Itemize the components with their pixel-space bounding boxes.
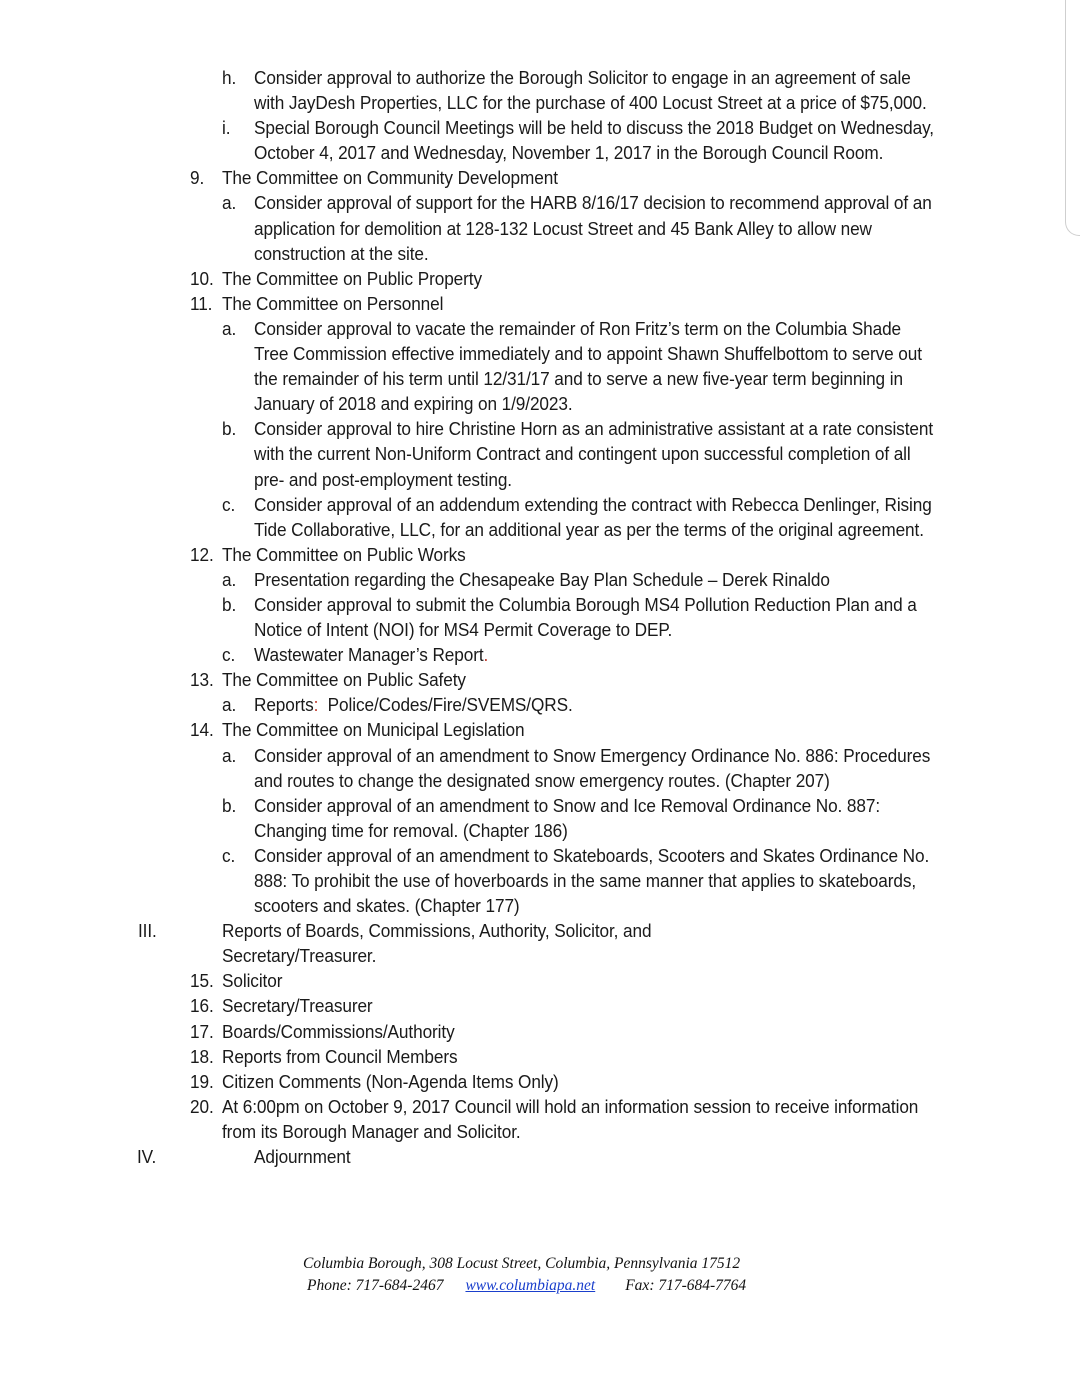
agenda-item bbox=[0, 1019, 1004, 1044]
red-punctuation: . bbox=[483, 644, 489, 666]
item-text: with the current Non-Uniform Contract and contingent upon successful completion of all bbox=[253, 443, 911, 465]
agenda-item-continuation bbox=[0, 441, 1004, 466]
item-text: January of 2018 and expiring on 1/9/2023. bbox=[253, 393, 573, 415]
agenda-item bbox=[0, 692, 1004, 717]
item-text-line bbox=[222, 943, 376, 968]
item-text-tail: Police/Codes/Fire/SVEMS/QRS. bbox=[318, 694, 573, 716]
item-text: Consider approval to vacate the remainder of Ron Fritz’s term on the Columbia Shade bbox=[253, 317, 902, 339]
item-marker: a. bbox=[221, 744, 237, 766]
agenda-item bbox=[0, 266, 1004, 291]
item-text-line bbox=[254, 692, 573, 717]
item-text: Consider approval to submit the Columbia Borough MS4 Pollution Reduction Plan and a bbox=[253, 593, 917, 615]
item-marker: a. bbox=[221, 694, 237, 716]
item-text: Consider approval of support for the HARB 8/16/17 decision to recommend approval of an bbox=[253, 192, 932, 214]
item-text: The Committee on Public Safety bbox=[221, 669, 466, 691]
item-marker: 19. bbox=[189, 1070, 214, 1092]
item-text-line bbox=[222, 1019, 455, 1044]
agenda-item bbox=[0, 291, 1004, 316]
item-marker: h. bbox=[221, 67, 237, 88]
agenda-item bbox=[0, 567, 1004, 592]
agenda-item bbox=[0, 1044, 1004, 1069]
item-text: Special Borough Council Meetings will be held to discuss the 2018 Budget on Wednesday, bbox=[253, 117, 934, 139]
item-text: Secretary/Treasurer. bbox=[221, 945, 377, 967]
item-text: At 6:00pm on October 9, 2017 Council will hold an information session to receive information bbox=[221, 1095, 919, 1117]
item-text-line bbox=[254, 567, 830, 592]
agenda-item bbox=[0, 968, 1004, 993]
item-text-line bbox=[222, 266, 482, 291]
item-marker: a. bbox=[221, 317, 237, 339]
item-text-line bbox=[254, 843, 929, 868]
item-marker: IV. bbox=[136, 1146, 157, 1168]
item-text: application for demolition at 128-132 Locust Street and 45 Bank Alley to allow new bbox=[253, 217, 872, 239]
agenda-item bbox=[0, 65, 1004, 90]
item-text: pre- and post-employment testing. bbox=[253, 468, 513, 490]
agenda-item bbox=[0, 592, 1004, 617]
item-text: construction at the site. bbox=[253, 242, 429, 264]
item-text-line bbox=[222, 667, 466, 692]
item-text-line bbox=[254, 316, 901, 341]
item-text-line bbox=[254, 893, 520, 918]
item-text: Solicitor bbox=[221, 970, 283, 992]
item-marker: c. bbox=[221, 493, 236, 515]
item-text: Reports of Boards, Commissions, Authority, Solicitor, and bbox=[221, 920, 652, 942]
item-text-line bbox=[254, 492, 932, 517]
item-marker: 13. bbox=[189, 669, 214, 691]
item-text-line bbox=[254, 416, 933, 441]
agenda-item-continuation bbox=[0, 341, 1004, 366]
agenda-item bbox=[0, 165, 1004, 190]
item-text: Tide Collaborative, LLC, for an additional year as per the terms of the original agreement. bbox=[253, 518, 924, 540]
agenda-item bbox=[0, 1094, 1004, 1119]
item-marker: 20. bbox=[189, 1095, 214, 1117]
item-text: The Committee on Personnel bbox=[221, 292, 444, 314]
item-text-line bbox=[254, 642, 488, 667]
item-text: Citizen Comments (Non-Agenda Items Only) bbox=[221, 1070, 559, 1092]
item-text: Wastewater Manager’s Report bbox=[253, 644, 484, 666]
page-edge-scroll-tab bbox=[1065, 0, 1080, 236]
item-marker: b. bbox=[221, 418, 237, 440]
item-marker: 12. bbox=[189, 543, 214, 565]
item-marker: b. bbox=[221, 794, 237, 816]
agenda-item-continuation bbox=[0, 467, 1004, 492]
item-text: scooters and skates. (Chapter 177) bbox=[253, 895, 520, 917]
item-text: the remainder of his term until 12/31/17 and to serve a new five-year term beginning in bbox=[253, 368, 903, 390]
item-text-line bbox=[254, 617, 672, 642]
footer-website-link[interactable]: www.columbiapa.net bbox=[465, 1277, 596, 1294]
item-text: Tree Commission effective immediately and to appoint Shawn Shuffelbottom to serve out bbox=[253, 343, 922, 365]
agenda-item-continuation bbox=[0, 893, 1004, 918]
item-text-line bbox=[254, 467, 512, 492]
agenda-item bbox=[0, 793, 1004, 818]
agenda-item-continuation bbox=[0, 1119, 1004, 1144]
agenda-item bbox=[0, 667, 1004, 692]
item-text-line bbox=[222, 1094, 918, 1119]
item-text: Consider approval to hire Christine Horn as an administrative assistant at a rate consistent bbox=[253, 418, 934, 440]
footer-contact-line bbox=[307, 1277, 746, 1295]
item-text-line bbox=[254, 366, 903, 391]
item-text: Consider approval to authorize the Borough Solicitor to engage in an agreement of sale bbox=[253, 67, 911, 88]
item-marker: 10. bbox=[189, 267, 214, 289]
agenda-item-continuation bbox=[0, 943, 1004, 968]
item-text-line bbox=[254, 768, 830, 793]
item-text-line bbox=[222, 1069, 559, 1094]
agenda-item bbox=[0, 743, 1004, 768]
item-text-line bbox=[254, 65, 911, 90]
item-marker: 15. bbox=[189, 970, 214, 992]
agenda-item-continuation bbox=[0, 90, 1004, 115]
agenda-item bbox=[0, 416, 1004, 441]
item-text-line bbox=[222, 165, 558, 190]
item-text-line bbox=[222, 1044, 457, 1069]
agenda-item-continuation bbox=[0, 868, 1004, 893]
item-text: Changing time for removal. (Chapter 186) bbox=[253, 819, 568, 841]
item-text-line bbox=[254, 793, 880, 818]
item-text: The Committee on Municipal Legislation bbox=[221, 719, 525, 741]
item-marker: c. bbox=[221, 644, 236, 666]
item-text: Presentation regarding the Chesapeake Bay Plan Schedule – Derek Rinaldo bbox=[253, 568, 830, 590]
agenda-item bbox=[0, 1144, 1004, 1169]
agenda-item bbox=[0, 115, 1004, 140]
item-text-line bbox=[254, 190, 932, 215]
agenda-item bbox=[0, 717, 1004, 742]
item-text: October 4, 2017 and Wednesday, November 1, 2017 in the Borough Council Room. bbox=[253, 142, 884, 164]
item-text: 888: To prohibit the use of hoverboards in the same manner that applies to skateboards, bbox=[253, 870, 917, 891]
item-marker: i. bbox=[221, 117, 231, 139]
agenda-item bbox=[0, 492, 1004, 517]
item-text: Boards/Commissions/Authority bbox=[221, 1020, 455, 1042]
item-text-line bbox=[254, 341, 922, 366]
footer-phone: Phone: 717-684-2467 bbox=[307, 1277, 444, 1294]
agenda-item-continuation bbox=[0, 241, 1004, 266]
item-text-line bbox=[254, 140, 883, 165]
item-text-line bbox=[222, 918, 651, 943]
item-text-line bbox=[254, 241, 429, 266]
agenda-item bbox=[0, 918, 1004, 943]
item-text-line bbox=[254, 517, 924, 542]
item-text-line bbox=[254, 216, 872, 241]
footer-fax: Fax: 717-684-7764 bbox=[625, 1277, 747, 1294]
item-marker: III. bbox=[137, 920, 157, 942]
agenda-item-continuation bbox=[0, 216, 1004, 241]
item-text: Secretary/Treasurer bbox=[221, 995, 373, 1017]
agenda-item-continuation bbox=[0, 140, 1004, 165]
footer-address: Columbia Borough, 308 Locust Street, Columbia, Pennsylvania 17512 bbox=[303, 1255, 741, 1272]
item-marker: a. bbox=[221, 568, 237, 590]
agenda-item-continuation bbox=[0, 366, 1004, 391]
item-text-line bbox=[254, 743, 930, 768]
item-marker: c. bbox=[221, 844, 236, 866]
item-text: Consider approval of an amendment to Skateboards, Scooters and Skates Ordinance No. bbox=[253, 844, 930, 866]
item-text: Adjournment bbox=[253, 1146, 351, 1168]
agenda-item-continuation bbox=[0, 617, 1004, 642]
item-text: The Committee on Public Works bbox=[221, 543, 466, 565]
item-text: The Committee on Community Development bbox=[221, 167, 558, 189]
agenda-item bbox=[0, 316, 1004, 341]
item-text-line bbox=[254, 115, 934, 140]
item-text-line bbox=[254, 1144, 351, 1169]
item-text: Notice of Intent (NOI) for MS4 Permit Coverage to DEP. bbox=[253, 619, 673, 641]
agenda-item-continuation bbox=[0, 818, 1004, 843]
item-text: from its Borough Manager and Solicitor. bbox=[221, 1120, 521, 1142]
item-marker: 14. bbox=[189, 719, 214, 741]
item-text-line bbox=[254, 868, 916, 893]
agenda-item bbox=[0, 190, 1004, 215]
item-marker: 18. bbox=[189, 1045, 214, 1067]
item-text: The Committee on Public Property bbox=[221, 267, 482, 289]
item-text-line bbox=[254, 441, 911, 466]
item-text: Consider approval of an amendment to Snow and Ice Removal Ordinance No. 887: bbox=[253, 794, 881, 816]
agenda-item bbox=[0, 642, 1004, 667]
item-text: Consider approval of an amendment to Snow Emergency Ordinance No. 886: Procedures bbox=[253, 744, 931, 766]
agenda-document bbox=[0, 65, 1080, 1169]
agenda-item-continuation bbox=[0, 391, 1004, 416]
item-marker: 17. bbox=[189, 1020, 214, 1042]
item-text: and routes to change the designated snow emergency routes. (Chapter 207) bbox=[253, 769, 830, 791]
agenda-item bbox=[0, 1069, 1004, 1094]
agenda-item bbox=[0, 843, 1004, 868]
item-text: Consider approval of an addendum extending the contract with Rebecca Denlinger, Rising bbox=[253, 493, 932, 515]
item-marker: 9. bbox=[189, 167, 205, 189]
agenda-item bbox=[0, 542, 1004, 567]
item-text: Reports from Council Members bbox=[221, 1045, 458, 1067]
item-marker: 11. bbox=[189, 292, 213, 314]
item-text-line bbox=[222, 291, 443, 316]
item-text-line bbox=[254, 818, 568, 843]
item-text-line bbox=[222, 993, 373, 1018]
item-text-line bbox=[222, 717, 524, 742]
item-text-line bbox=[254, 90, 927, 115]
red-punctuation: : bbox=[313, 694, 319, 716]
item-text-line bbox=[254, 391, 573, 416]
item-text-line bbox=[222, 542, 466, 567]
item-text-line bbox=[222, 968, 282, 993]
agenda-item-continuation bbox=[0, 517, 1004, 542]
agenda-item bbox=[0, 993, 1004, 1018]
agenda-item-continuation bbox=[0, 768, 1004, 793]
item-text-line bbox=[222, 1119, 521, 1144]
item-marker: b. bbox=[221, 593, 237, 615]
item-text: Reports bbox=[253, 694, 314, 716]
item-marker: 16. bbox=[189, 995, 214, 1017]
item-marker: a. bbox=[221, 192, 237, 214]
item-text: with JayDesh Properties, LLC for the purchase of 400 Locust Street at a price of $75,000. bbox=[253, 92, 927, 114]
item-text-line bbox=[254, 592, 917, 617]
